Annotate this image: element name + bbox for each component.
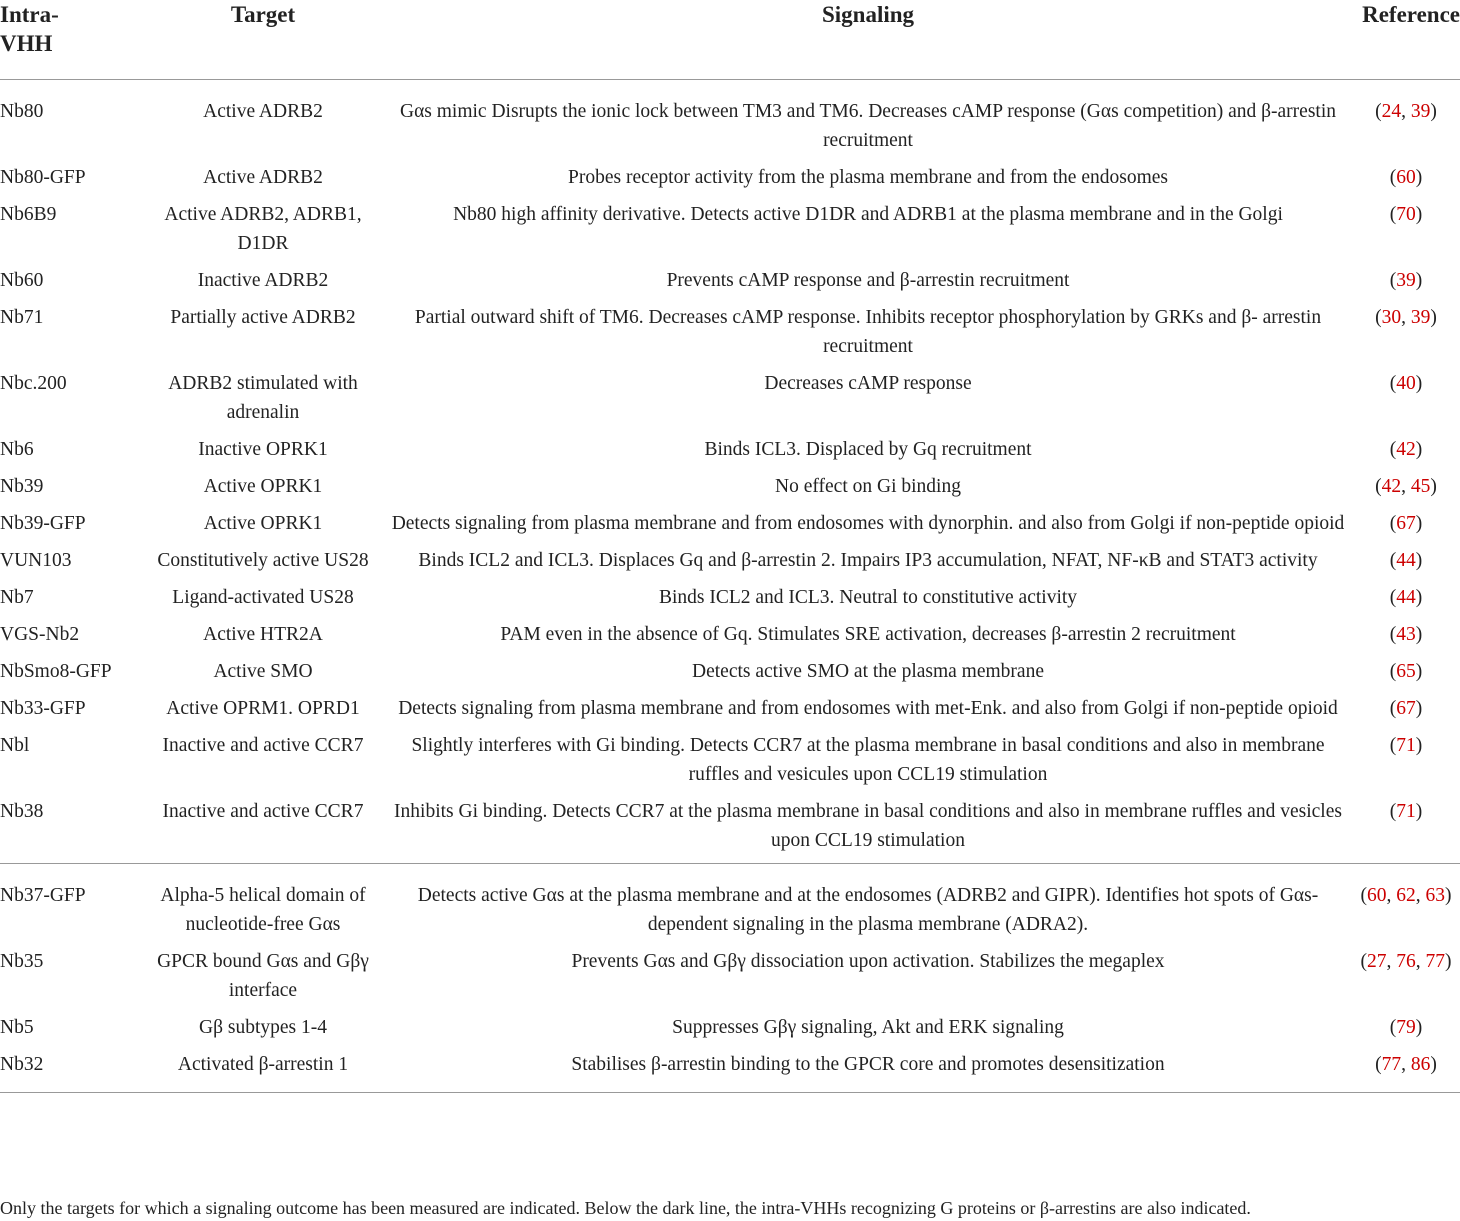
- reference-link[interactable]: 76: [1396, 951, 1416, 972]
- table-row: [0, 657, 1460, 694]
- table-row: [0, 80, 1460, 164]
- table-row: [0, 200, 1460, 266]
- reference-cell: (44): [1389, 587, 1423, 608]
- reference-link[interactable]: 67: [1396, 513, 1416, 534]
- table-row: [0, 797, 1460, 864]
- reference-link[interactable]: 24: [1381, 101, 1402, 122]
- reference-cell: (79): [1389, 1017, 1423, 1038]
- table-row: [0, 947, 1460, 1013]
- reference-link[interactable]: 86: [1410, 1054, 1431, 1075]
- table-row: [0, 303, 1460, 369]
- reference-cell: (39): [1389, 270, 1423, 291]
- signaling-cell: Prevents Gαs and Gβγ dissociation upon activation. Stabilizes the megaplex: [571, 951, 1165, 972]
- signaling-cell: Binds ICL2 and ICL3. Neutral to constitutive activity: [658, 587, 1078, 608]
- reference-cell: (40): [1389, 373, 1423, 394]
- signaling-cell: Gαs mimic Disrupts the ionic lock between TM3 and TM6. Decreases cAMP response (Gαs competition) and β-arrestin recruitment: [400, 101, 1336, 151]
- signaling-cell: Binds ICL3. Displaced by Gq recruitment: [704, 439, 1032, 460]
- intra-vhh-name: NbSmo8-GFP: [0, 661, 112, 682]
- signaling-cell: Stabilises β-arrestin binding to the GPCR core and promotes desensitization: [384, 1050, 1352, 1093]
- signaling-cell: Slightly interferes with Gi binding. Detects CCR7 at the plasma membrane in basal conditions and also in membrane ruffles and vesicules upon CCL19 stimulation: [411, 735, 1325, 785]
- reference-cell: (77, 86): [1352, 1050, 1460, 1093]
- reference-link[interactable]: 71: [1396, 735, 1416, 756]
- intra-vhh-name: Nb60: [0, 270, 44, 291]
- signaling-cell: Detects signaling from plasma membrane and from endosomes with met-Enk. and also from Golgi if non-peptide opioid: [398, 698, 1338, 719]
- reference-cell: (60): [1389, 167, 1423, 188]
- table-row: [0, 1013, 1460, 1050]
- table-row: [0, 620, 1460, 657]
- table-row: [0, 266, 1460, 303]
- table-row: [0, 369, 1460, 435]
- reference-cell: (42, 45): [1375, 476, 1437, 497]
- signaling-cell: Detects signaling from plasma membrane and from endosomes with dynorphin. and also from Golgi if non-peptide opioid: [391, 513, 1345, 534]
- intra-vhh-name: Nb33-GFP: [0, 698, 86, 719]
- target-cell: Alpha-5 helical domain of nucleotide-free Gαs: [160, 885, 366, 935]
- reference-cell: (67): [1389, 513, 1423, 534]
- intra-vhh-name: Nb80: [0, 101, 44, 122]
- table-row: [0, 864, 1460, 948]
- reference-link[interactable]: 79: [1396, 1017, 1416, 1038]
- table-row: [0, 1050, 1460, 1093]
- header-intra-vhh-label: Intra- VHH: [0, 2, 59, 56]
- table-row: [0, 694, 1460, 731]
- header-reference: Reference: [1352, 0, 1460, 80]
- target-cell: Inactive OPRK1: [198, 439, 328, 460]
- reference-link[interactable]: 42: [1381, 476, 1402, 497]
- target-cell: Active ADRB2: [203, 167, 323, 188]
- reference-link[interactable]: 71: [1396, 801, 1416, 822]
- signaling-cell: Nb80 high affinity derivative. Detects active D1DR and ADRB1 at the plasma membrane and in the Golgi: [453, 204, 1283, 225]
- header-target: Target: [142, 0, 384, 80]
- target-cell: Active ADRB2: [203, 101, 323, 122]
- reference-link[interactable]: 67: [1396, 698, 1416, 719]
- target-cell: Active OPRM1. OPRD1: [166, 698, 360, 719]
- target-cell: Gβ subtypes 1-4: [199, 1017, 327, 1038]
- intra-vhh-name: Nb37-GFP: [0, 885, 86, 906]
- reference-link[interactable]: 45: [1410, 476, 1431, 497]
- table-row: [0, 472, 1460, 509]
- signaling-cell: Detects active SMO at the plasma membrane: [692, 661, 1044, 682]
- reference-link[interactable]: 44: [1396, 587, 1416, 608]
- reference-cell: (71): [1389, 735, 1423, 756]
- header-intra-vhh: [0, 0, 142, 80]
- intra-vhh-name: Nb39: [0, 476, 44, 497]
- signaling-cell: Decreases cAMP response: [764, 373, 972, 394]
- target-cell: Active OPRK1: [203, 476, 323, 497]
- target-cell: Active ADRB2, ADRB1, D1DR: [164, 204, 362, 254]
- reference-link[interactable]: 60: [1396, 167, 1416, 188]
- reference-cell: (44): [1389, 550, 1423, 571]
- intra-vhh-name: Nb35: [0, 951, 44, 972]
- reference-link[interactable]: 77: [1381, 1054, 1402, 1075]
- target-cell: Inactive and active CCR7: [142, 797, 384, 864]
- intra-vhh-name: Nb80-GFP: [0, 167, 86, 188]
- reference-cell: (65): [1389, 661, 1423, 682]
- signaling-cell: Probes receptor activity from the plasma membrane and from the endosomes: [568, 167, 1168, 188]
- reference-link[interactable]: 39: [1410, 101, 1431, 122]
- intra-vhh-name: Nb6: [0, 439, 34, 460]
- intra-vhh-name: Nbl: [0, 735, 30, 756]
- reference-cell: (67): [1389, 698, 1423, 719]
- signaling-cell: Partial outward shift of TM6. Decreases cAMP response. Inhibits receptor phosphorylation by GRKs and β- arrestin recruitment: [414, 307, 1322, 357]
- table-row: [0, 546, 1460, 583]
- reference-link[interactable]: 63: [1425, 885, 1445, 906]
- signaling-cell: Suppresses Gβγ signaling, Akt and ERK signaling: [672, 1017, 1064, 1038]
- reference-cell: (43): [1389, 624, 1423, 645]
- reference-link[interactable]: 39: [1396, 270, 1416, 291]
- signaling-cell: Detects active Gαs at the plasma membrane and at the endosomes (ADRB2 and GIPR). Identifies hot spots of Gαs-dependent signaling in the plasma membrane (ADRA2).: [417, 885, 1319, 935]
- table-header-row: [0, 0, 1460, 80]
- reference-link[interactable]: 62: [1396, 885, 1416, 906]
- target-cell: Activated β-arrestin 1: [142, 1050, 384, 1093]
- table-footnote: Only the targets for which a signaling outcome has been measured are indicated. Below the dark line, the intra-VHHs recognizing G proteins or β-arrestins are also indicated.: [0, 1198, 1251, 1218]
- table-row: [0, 731, 1460, 797]
- target-cell: Inactive ADRB2: [197, 270, 329, 291]
- reference-cell: (70): [1389, 204, 1423, 225]
- intra-vhh-name: Nbc.200: [0, 373, 67, 394]
- signaling-cell: PAM even in the absence of Gq. Stimulates SRE activation, decreases β-arrestin 2 recruitment: [500, 624, 1236, 645]
- target-cell: ADRB2 stimulated with adrenalin: [168, 373, 358, 423]
- intra-vhh-name: VUN103: [0, 550, 72, 571]
- reference-link[interactable]: 65: [1396, 661, 1416, 682]
- intra-vhh-name: VGS-Nb2: [0, 624, 80, 645]
- reference-link[interactable]: 30: [1381, 307, 1402, 328]
- reference-link[interactable]: 42: [1396, 439, 1416, 460]
- reference-cell: (30, 39): [1375, 307, 1437, 328]
- signaling-cell: Inhibits Gi binding. Detects CCR7 at the plasma membrane in basal conditions and also in membrane ruffles and vesicles upon CCL19 stimulation: [384, 797, 1352, 864]
- intra-vhh-name: Nb39-GFP: [0, 513, 86, 534]
- intra-vhh-name: Nb5: [0, 1017, 34, 1038]
- table-row: [0, 435, 1460, 472]
- reference-link[interactable]: 77: [1425, 951, 1445, 972]
- intra-vhh-name: Nb38: [0, 797, 142, 864]
- intra-vhh-name: Nb7: [0, 587, 34, 608]
- table-row: [0, 583, 1460, 620]
- reference-cell: (27, 76, 77): [1360, 951, 1452, 972]
- target-cell: Active SMO: [213, 661, 313, 682]
- target-cell: Active OPRK1: [203, 513, 323, 534]
- reference-cell: (42): [1389, 439, 1423, 460]
- signaling-cell: Binds ICL2 and ICL3. Displaces Gq and β-arrestin 2. Impairs IP3 accumulation, NFAT, NF-κB and STAT3 activity: [418, 550, 1318, 571]
- target-cell: GPCR bound Gαs and Gβγ interface: [157, 951, 369, 1001]
- target-cell: Inactive and active CCR7: [162, 735, 364, 756]
- reference-link[interactable]: 27: [1367, 951, 1387, 972]
- reference-cell: (24, 39): [1375, 101, 1437, 122]
- reference-cell: (71): [1352, 797, 1460, 864]
- reference-link[interactable]: 70: [1396, 204, 1416, 225]
- intra-vhh-name: Nb32: [0, 1050, 142, 1093]
- reference-link[interactable]: 44: [1396, 550, 1416, 571]
- target-cell: Ligand-activated US28: [172, 587, 354, 608]
- table-row: [0, 509, 1460, 546]
- reference-link[interactable]: 39: [1410, 307, 1431, 328]
- intra-vhh-name: Nb71: [0, 307, 44, 328]
- header-signaling: Signaling: [384, 0, 1352, 80]
- reference-link[interactable]: 43: [1396, 624, 1416, 645]
- signaling-cell: No effect on Gi binding: [775, 476, 961, 497]
- target-cell: Active HTR2A: [203, 624, 323, 645]
- reference-cell: (60, 62, 63): [1360, 885, 1452, 906]
- table-body: [0, 80, 1460, 1093]
- reference-link[interactable]: 40: [1396, 373, 1416, 394]
- table-row: [0, 163, 1460, 200]
- reference-link[interactable]: 60: [1367, 885, 1387, 906]
- target-cell: Partially active ADRB2: [170, 307, 356, 328]
- intra-vhh-name: Nb6B9: [0, 204, 57, 225]
- target-cell: Constitutively active US28: [157, 550, 369, 571]
- signaling-cell: Prevents cAMP response and β-arrestin recruitment: [666, 270, 1070, 291]
